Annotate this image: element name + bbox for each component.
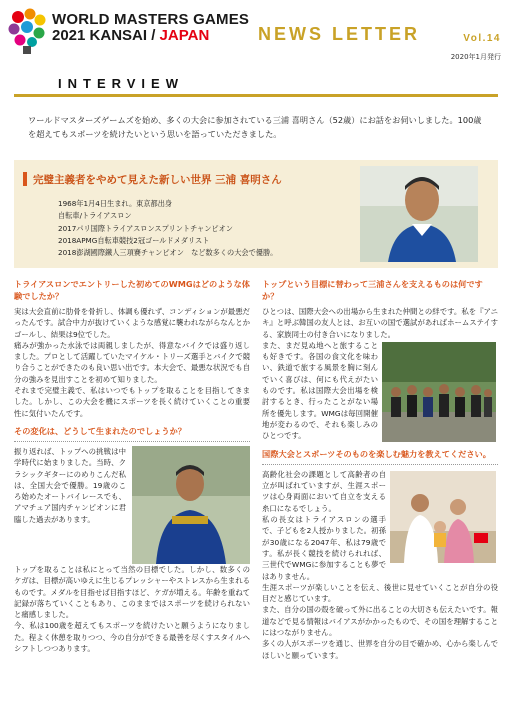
dotted-divider — [14, 441, 250, 442]
answer-paragraph: 私の長女はトライアスロンの選手で、子どもを2人授かりました。初孫が30歳になる2047年、私は79歳です。私が長く競技を続けられれば、三世代でWMGに参加することも夢ではありません。 — [262, 515, 386, 581]
answer-with-photo — [262, 469, 498, 582]
answer-paragraph: 痛みが強かった水泳では両親しましたが、得意なバイクでは盛り返しました。プロとして活躍していたマイケル・トリーズ選手とバイクで競り合うことができたのも良い思い出です。本大会で、最悪な状況でも自分の強みを見出すことを初めて知りました。 — [14, 340, 250, 384]
answer-paragraph: 振り返れば、トップへの挑戦は中学時代に始まりました。当時、クラシックギターにのめりこんだ私は、全国大会で優勝。19歳のころ始めたオートバイレースでも、アマチュア国内チャンピオンに君臨した過去があります。 — [14, 446, 126, 524]
left-column — [14, 278, 250, 654]
profile-item: 自転車/トライアスロン — [58, 211, 132, 221]
issue-date: 2020年1月発行 — [450, 53, 501, 61]
family-photo — [390, 471, 496, 563]
answer-paragraph: また、自分の国の殻を破って外に出ることの大切さも伝えたいです。報道などで見る情報はバイアスがかかったもので、その国を理解することにはつながりません。 — [262, 605, 498, 638]
profile-item: 2017パリ国際トライアスロンスプリントチャンピオン — [58, 223, 233, 233]
section-divider — [14, 94, 498, 97]
answer-paragraph: それまで完璧主義で、私はいつでもトップを取ることを目指してきました。しかし、この大会を機にスポーツを長く続けていくことの重要性に気付いたんです。 — [14, 386, 250, 418]
logo-wordmark — [52, 12, 249, 44]
profile-accent-bar — [23, 172, 27, 186]
question-heading: その変化は、どうして生まれたのでしょうか？ — [14, 425, 186, 436]
group-photo — [382, 342, 496, 442]
profile-item: 1968年1月4日生まれ。東京都出身 — [58, 199, 173, 208]
logo-line2 — [52, 28, 249, 44]
section-title: INTERVIEW — [58, 76, 184, 91]
answer-paragraph: ひとつは、国際大会への出場から生まれた仲間との絆です。私を『アニキ』と呼ぶ韓国の友人とは、お互いの国で選試があればホームステイする、家族同士の付き合いになりました。 — [262, 307, 498, 339]
profile-box — [14, 160, 498, 268]
profile-item: 2018澎湖國際鐵人三項賽チャンピオン など数多くの大会で優勝。 — [58, 248, 278, 258]
answer-paragraph: 生涯スポーツが楽しいことを伝え、後世に見せていくことが自分の役目だと感じています。 — [262, 582, 498, 604]
logo-line2-text: 2021 KANSAI / — [52, 26, 160, 44]
portrait-photo — [360, 166, 478, 262]
profile-list — [58, 198, 277, 259]
athlete-photo — [132, 446, 250, 564]
right-column — [262, 278, 498, 661]
logo-line1: WORLD MASTERS GAMES — [52, 11, 250, 28]
question-heading: トップという目標に替わって三浦さんを支えるものは何ですか？ — [262, 279, 483, 301]
logo-mark-icon — [6, 8, 48, 54]
section-heading — [14, 76, 498, 98]
answer-with-photo — [14, 446, 250, 564]
profile-title: 完璧主義者をやめて見えた新しい世界 三浦 喜明さん — [33, 174, 282, 186]
answer-paragraph: 今、私は100歳を超えてもスポーツを続けたいと願うようになりました。程よく休憩を取りつつ、今の自分ができる最善を尽くすスタイルへシフトしつつあります。 — [14, 621, 250, 654]
answer-text-block — [262, 469, 386, 582]
answer-paragraph: 多くの人がスポーツを通じ、世界を自分の目で確かめ、心から楽しんでほしいと願っています。 — [262, 639, 498, 660]
answer-with-photo — [262, 340, 498, 442]
answer-paragraph: 高齢化社会の課題として高齢者の自立が叫ばれていますが、生涯スポーツは心身両面において自立を支える糸口になるでしょう。 — [262, 469, 386, 513]
logo-line2-japan: JAPAN — [159, 26, 210, 44]
question-heading: 国際大会とスポーツそのものを楽しむ魅力を教えてください。 — [262, 448, 491, 459]
answer-paragraph: 実は大会直前に肋骨を骨折し、体調も優れず、コンディションが最悪だったんです。試合中力が抜けていくような感覚に襲われながらなんとかゴールし、結果は9位でした。 — [14, 307, 250, 339]
answer-paragraph: トップを取ることは私にとって当然の目標でした。しかし、数多くのケガは、目標が高いゆえに生じるプレッシャーやストレスから生まれるものです。メダルを目指せば目指すほど、ケガが増える。年齢を重ねて記録が落ちていくこともあり、このままではスポーツを続けられないと痛感しました。 — [14, 564, 250, 620]
question-heading: トライアスロンでエントリーした初めてのWMGはどのような体験でしたか？ — [14, 279, 250, 301]
newsletter-title: NEWS LETTER — [258, 24, 420, 44]
header — [0, 0, 511, 70]
intro-paragraph: ワールドマスターズゲームズを始め、多くの大会に参加されている三浦 喜明さん（52歳）にお話をお伺いしました。100歳を超えてもスポーツを続けたいという思いを語っていただきました。 — [28, 115, 482, 139]
dotted-divider — [262, 464, 498, 465]
volume-number: Vol.14 — [463, 33, 501, 44]
answer-paragraph: また、まだ見ぬ地へと旅することも好きです。各国の食文化を味わい、鉄道で旅する風景を胸に刻んでいく喜びは、何にも代えがたいものです。私は国際大会出場を検討するとき、行ったことがない場所を優先します。WMGは毎回開催地が変わるので、それも楽しみのひとつです。 — [262, 340, 378, 441]
profile-item: 2018APMG自転車競技2冠ゴールドメダリスト — [58, 235, 210, 245]
